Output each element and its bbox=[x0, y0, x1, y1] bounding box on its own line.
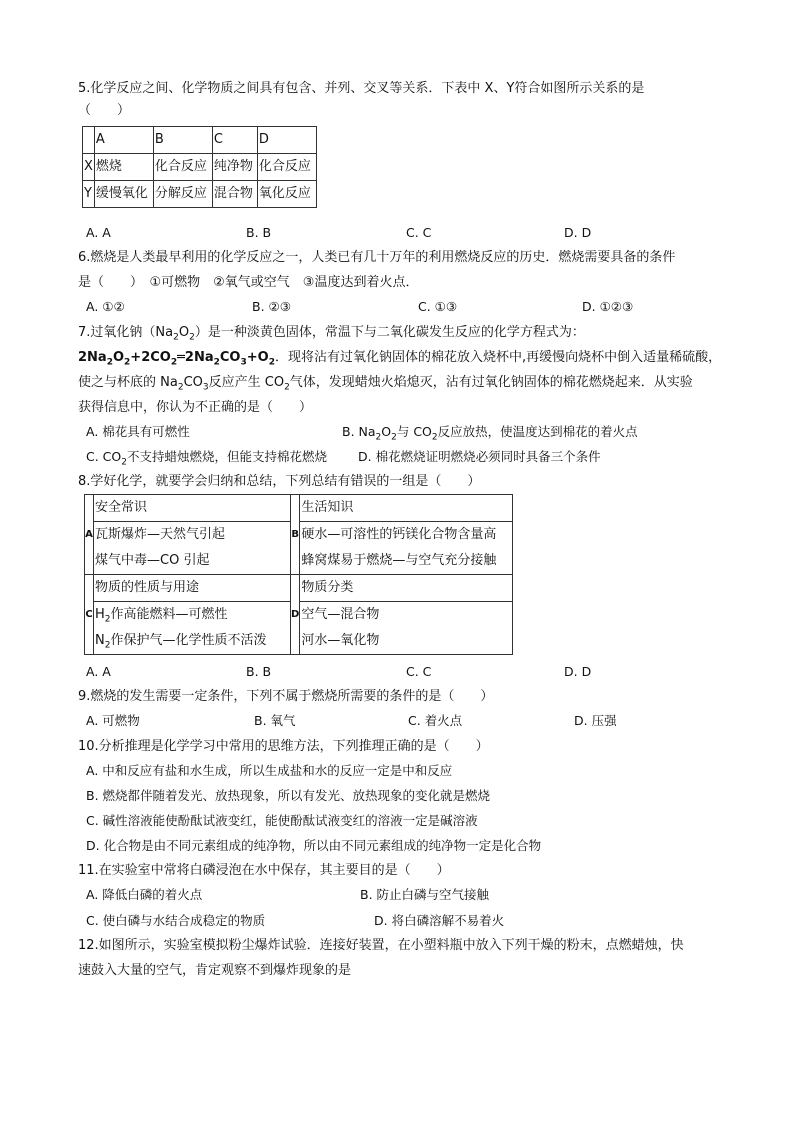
q8-letter-b: B bbox=[291, 495, 300, 575]
q7-sub: 2 bbox=[124, 357, 131, 368]
q6-option-d[interactable]: D. ①②③ bbox=[582, 299, 634, 314]
q5-header-d: D bbox=[257, 127, 316, 154]
q6-option-c[interactable]: C. ①③ bbox=[418, 299, 458, 314]
q7-sub: 3 bbox=[202, 382, 209, 393]
q8-cell-line: 硬水—可溶性的钙镁化合物含量高 bbox=[301, 527, 497, 542]
q5-header-c: C bbox=[212, 127, 257, 154]
q10-stem: 10.分析推理是化学学习中常用的思维方法，下列推理正确的是（ ） bbox=[78, 739, 489, 754]
q5-cell: Y bbox=[83, 181, 95, 208]
q6-stem-line1: 6.燃烧是人类最早利用的化学反应之一，人类已有几十万年的利用燃烧反应的历史．燃烧需要具备的条件 bbox=[78, 250, 676, 265]
q7-text: 反应产生 CO bbox=[208, 375, 285, 390]
q7-sub: 2 bbox=[173, 332, 179, 343]
q8-option-b[interactable]: B. B bbox=[246, 664, 272, 679]
q7-option-text: O bbox=[381, 424, 392, 439]
q8-cell-line bbox=[94, 602, 290, 628]
q7-equation: +2CO bbox=[130, 350, 171, 365]
q7-sub: 2 bbox=[189, 332, 195, 343]
q7-stem-line4: 获得信息中，你认为不正确的是（ ） bbox=[78, 400, 313, 415]
q8-text: 作高能燃料—可燃性 bbox=[110, 607, 228, 622]
q7-sub: 2 bbox=[177, 382, 184, 393]
q9-option-c[interactable]: C. 着火点 bbox=[408, 713, 463, 728]
table-row bbox=[85, 575, 513, 655]
q7-equation: ═2Na bbox=[177, 350, 214, 365]
q7-sub: 3 bbox=[240, 357, 247, 368]
q7-option-text: 与 CO bbox=[396, 424, 432, 439]
q8-letter-a: A bbox=[85, 495, 94, 575]
q7-sub: 2 bbox=[375, 432, 382, 443]
q7-sub: 2 bbox=[268, 357, 275, 368]
q5-header-b: B bbox=[153, 127, 212, 154]
q5-cell: 缓慢氧化 bbox=[94, 181, 153, 208]
q5-cell: 纯净物 bbox=[212, 154, 257, 181]
q8-cell-c bbox=[94, 575, 291, 655]
q8-cell-b bbox=[300, 495, 513, 575]
q7-text: CO bbox=[183, 375, 203, 390]
q5-option-d[interactable]: D. D bbox=[564, 225, 592, 240]
q7-text: O bbox=[178, 325, 190, 340]
q5-cell: 化合反应 bbox=[257, 154, 316, 181]
q7-text: 使之与杯底的 Na bbox=[78, 375, 178, 390]
q8-text: 作保护气—化学性质不活泼 bbox=[110, 633, 267, 648]
q7-equation: +O bbox=[246, 350, 269, 365]
q5-header-a: A bbox=[94, 127, 153, 154]
q8-cell-line: 煤气中毒—CO 引起 bbox=[95, 553, 210, 568]
q5-option-c[interactable]: C. C bbox=[406, 225, 432, 240]
q10-option-c[interactable]: C. 碱性溶液能使酚酞试液变红，能使酚酞试液变红的溶液一定是碱溶液 bbox=[86, 813, 478, 828]
q7-stem-line2 bbox=[78, 345, 721, 370]
q7-stem-line3 bbox=[78, 370, 693, 395]
table-row bbox=[83, 154, 317, 181]
q8-cell-line: 瓦斯爆炸—天然气引起 bbox=[95, 527, 226, 542]
q8-cell-line bbox=[94, 628, 290, 654]
q8-sub: 2 bbox=[104, 640, 111, 651]
q7-stem-line1 bbox=[78, 320, 585, 345]
q7-text: ）是一种淡黄色固体，常温下与二氧化碳发生反应的化学方程式为： bbox=[194, 325, 585, 340]
q11-option-d[interactable]: D. 将白磷溶解不易着火 bbox=[374, 913, 505, 928]
q7-option-text: 不支持蜡烛燃烧，但能支持棉花燃烧 bbox=[126, 449, 327, 464]
q8-letter-d: D bbox=[291, 575, 300, 655]
q8-stem: 8.学好化学，就要学会归纳和总结，下列总结有错误的一组是（ ） bbox=[78, 474, 481, 489]
q7-option-text: C. CO bbox=[86, 449, 122, 464]
table-row bbox=[83, 181, 317, 208]
q7-sub: 2 bbox=[391, 432, 397, 443]
q10-option-d[interactable]: D. 化合物是由不同元素组成的纯净物，所以由不同元素组成的纯净物一定是化合物 bbox=[86, 838, 542, 853]
q7-sub: 2 bbox=[121, 457, 127, 468]
q5-cell bbox=[83, 127, 95, 154]
q7-equation: CO bbox=[219, 350, 241, 365]
q7-option-d[interactable]: D. 棉花燃烧证明燃烧必须同时具备三个条件 bbox=[358, 449, 601, 464]
q5-option-a[interactable]: A. A bbox=[86, 225, 111, 240]
q8-cell-header: 安全常识 bbox=[94, 495, 290, 522]
q5-cell: 化合反应 bbox=[153, 154, 212, 181]
q8-cell-header: 物质分类 bbox=[300, 575, 512, 602]
q11-option-c[interactable]: C. 使白磷与水结合成稳定的物质 bbox=[86, 913, 266, 928]
q5-stem-line1: 5.化学反应之间、化学物质之间具有包含、并列、交叉等关系．下表中 X、Y符合如图所示关系的是 bbox=[78, 81, 645, 96]
q7-text: 7.过氧化钠（Na bbox=[78, 325, 174, 340]
q7-equation: O bbox=[112, 350, 125, 365]
q5-cell: X bbox=[83, 154, 95, 181]
q7-sub: 2 bbox=[284, 382, 290, 393]
q12-stem-line2: 速鼓入大量的空气，肯定观察不到爆炸现象的是 bbox=[78, 963, 352, 978]
q5-cell: 氧化反应 bbox=[257, 181, 316, 208]
q8-cell-line: 河水—氧化物 bbox=[301, 633, 380, 648]
q7-text: ．现将沾有过氧化钠固体的棉花放入烧杯中,再缓慢向烧杯中倒入适量稀硫酸， bbox=[274, 350, 722, 365]
q7-sub: 2 bbox=[213, 357, 220, 368]
q5-option-b[interactable]: B. B bbox=[246, 225, 272, 240]
q8-table bbox=[84, 494, 513, 655]
q8-option-a[interactable]: A. A bbox=[86, 664, 111, 679]
q7-text: 气体，发现蜡烛火焰熄灭，沾有过氧化钠固体的棉花燃烧起来．从实验 bbox=[289, 375, 693, 390]
q7-option-b[interactable] bbox=[342, 421, 638, 443]
q9-stem: 9.燃烧的发生需要一定条件，下列不属于燃烧所需要的条件的是（ ） bbox=[78, 689, 494, 704]
q8-cell-header: 生活知识 bbox=[300, 495, 512, 522]
q8-option-c[interactable]: C. C bbox=[406, 664, 432, 679]
q8-cell-header: 物质的性质与用途 bbox=[94, 575, 290, 602]
q5-cell: 分解反应 bbox=[153, 181, 212, 208]
q5-cell: 燃烧 bbox=[94, 154, 153, 181]
q8-text: H bbox=[95, 607, 105, 622]
q5-table bbox=[82, 126, 317, 208]
q7-option-text: B. Na bbox=[342, 424, 376, 439]
q9-option-b[interactable]: B. 氧气 bbox=[254, 713, 296, 728]
q10-option-b[interactable]: B. 燃烧都伴随着发光、放热现象，所以有发光、放热现象的变化就是燃烧 bbox=[86, 788, 491, 803]
q7-option-c[interactable] bbox=[86, 446, 327, 468]
q7-sub: 2 bbox=[431, 432, 438, 443]
q8-cell-d bbox=[300, 575, 513, 655]
q6-option-a[interactable]: A. ①② bbox=[86, 299, 125, 314]
q7-option-a[interactable]: A. 棉花具有可燃性 bbox=[86, 424, 190, 439]
q10-option-a[interactable]: A. 中和反应有盐和水生成，所以生成盐和水的反应一定是中和反应 bbox=[86, 763, 453, 778]
q7-option-text: 反应放热，使温度达到棉花的着火点 bbox=[437, 424, 638, 439]
q6-stem-line2: 是（ ） ①可燃物 ②氧气或空气 ③温度达到着火点． bbox=[78, 275, 419, 290]
q7-sub: 2 bbox=[170, 357, 178, 368]
q8-text: N bbox=[95, 633, 105, 648]
q8-cell-line: 蜂窝煤易于燃烧—与空气充分接触 bbox=[301, 553, 497, 568]
q5-stem-line2: （ ） bbox=[78, 103, 131, 118]
q5-cell: 混合物 bbox=[212, 181, 257, 208]
q7-equation: 2Na bbox=[78, 350, 107, 365]
q6-option-b[interactable]: B. ②③ bbox=[252, 299, 291, 314]
q7-sub: 2 bbox=[106, 357, 113, 368]
q12-stem-line1: 12.如图所示，实验室模拟粉尘爆炸试验．连接好装置，在小塑料瓶中放入下列干燥的粉末，点燃蜡烛，快 bbox=[78, 938, 684, 953]
table-row bbox=[83, 127, 317, 154]
q8-letter-c: C bbox=[85, 575, 94, 655]
table-row bbox=[85, 495, 513, 575]
q8-cell-line: 空气—混合物 bbox=[301, 607, 380, 622]
q8-cell-a bbox=[94, 495, 291, 575]
q11-option-a[interactable]: A. 降低白磷的着火点 bbox=[86, 887, 203, 902]
q9-option-d[interactable]: D. 压强 bbox=[574, 713, 617, 728]
q8-sub: 2 bbox=[104, 614, 111, 625]
q8-option-d[interactable]: D. D bbox=[564, 664, 592, 679]
q11-stem: 11.在实验室中常将白磷浸泡在水中保存，其主要目的是（ ） bbox=[78, 863, 450, 878]
q9-option-a[interactable]: A. 可燃物 bbox=[86, 713, 140, 728]
q11-option-b[interactable]: B. 防止白磷与空气接触 bbox=[360, 887, 490, 902]
